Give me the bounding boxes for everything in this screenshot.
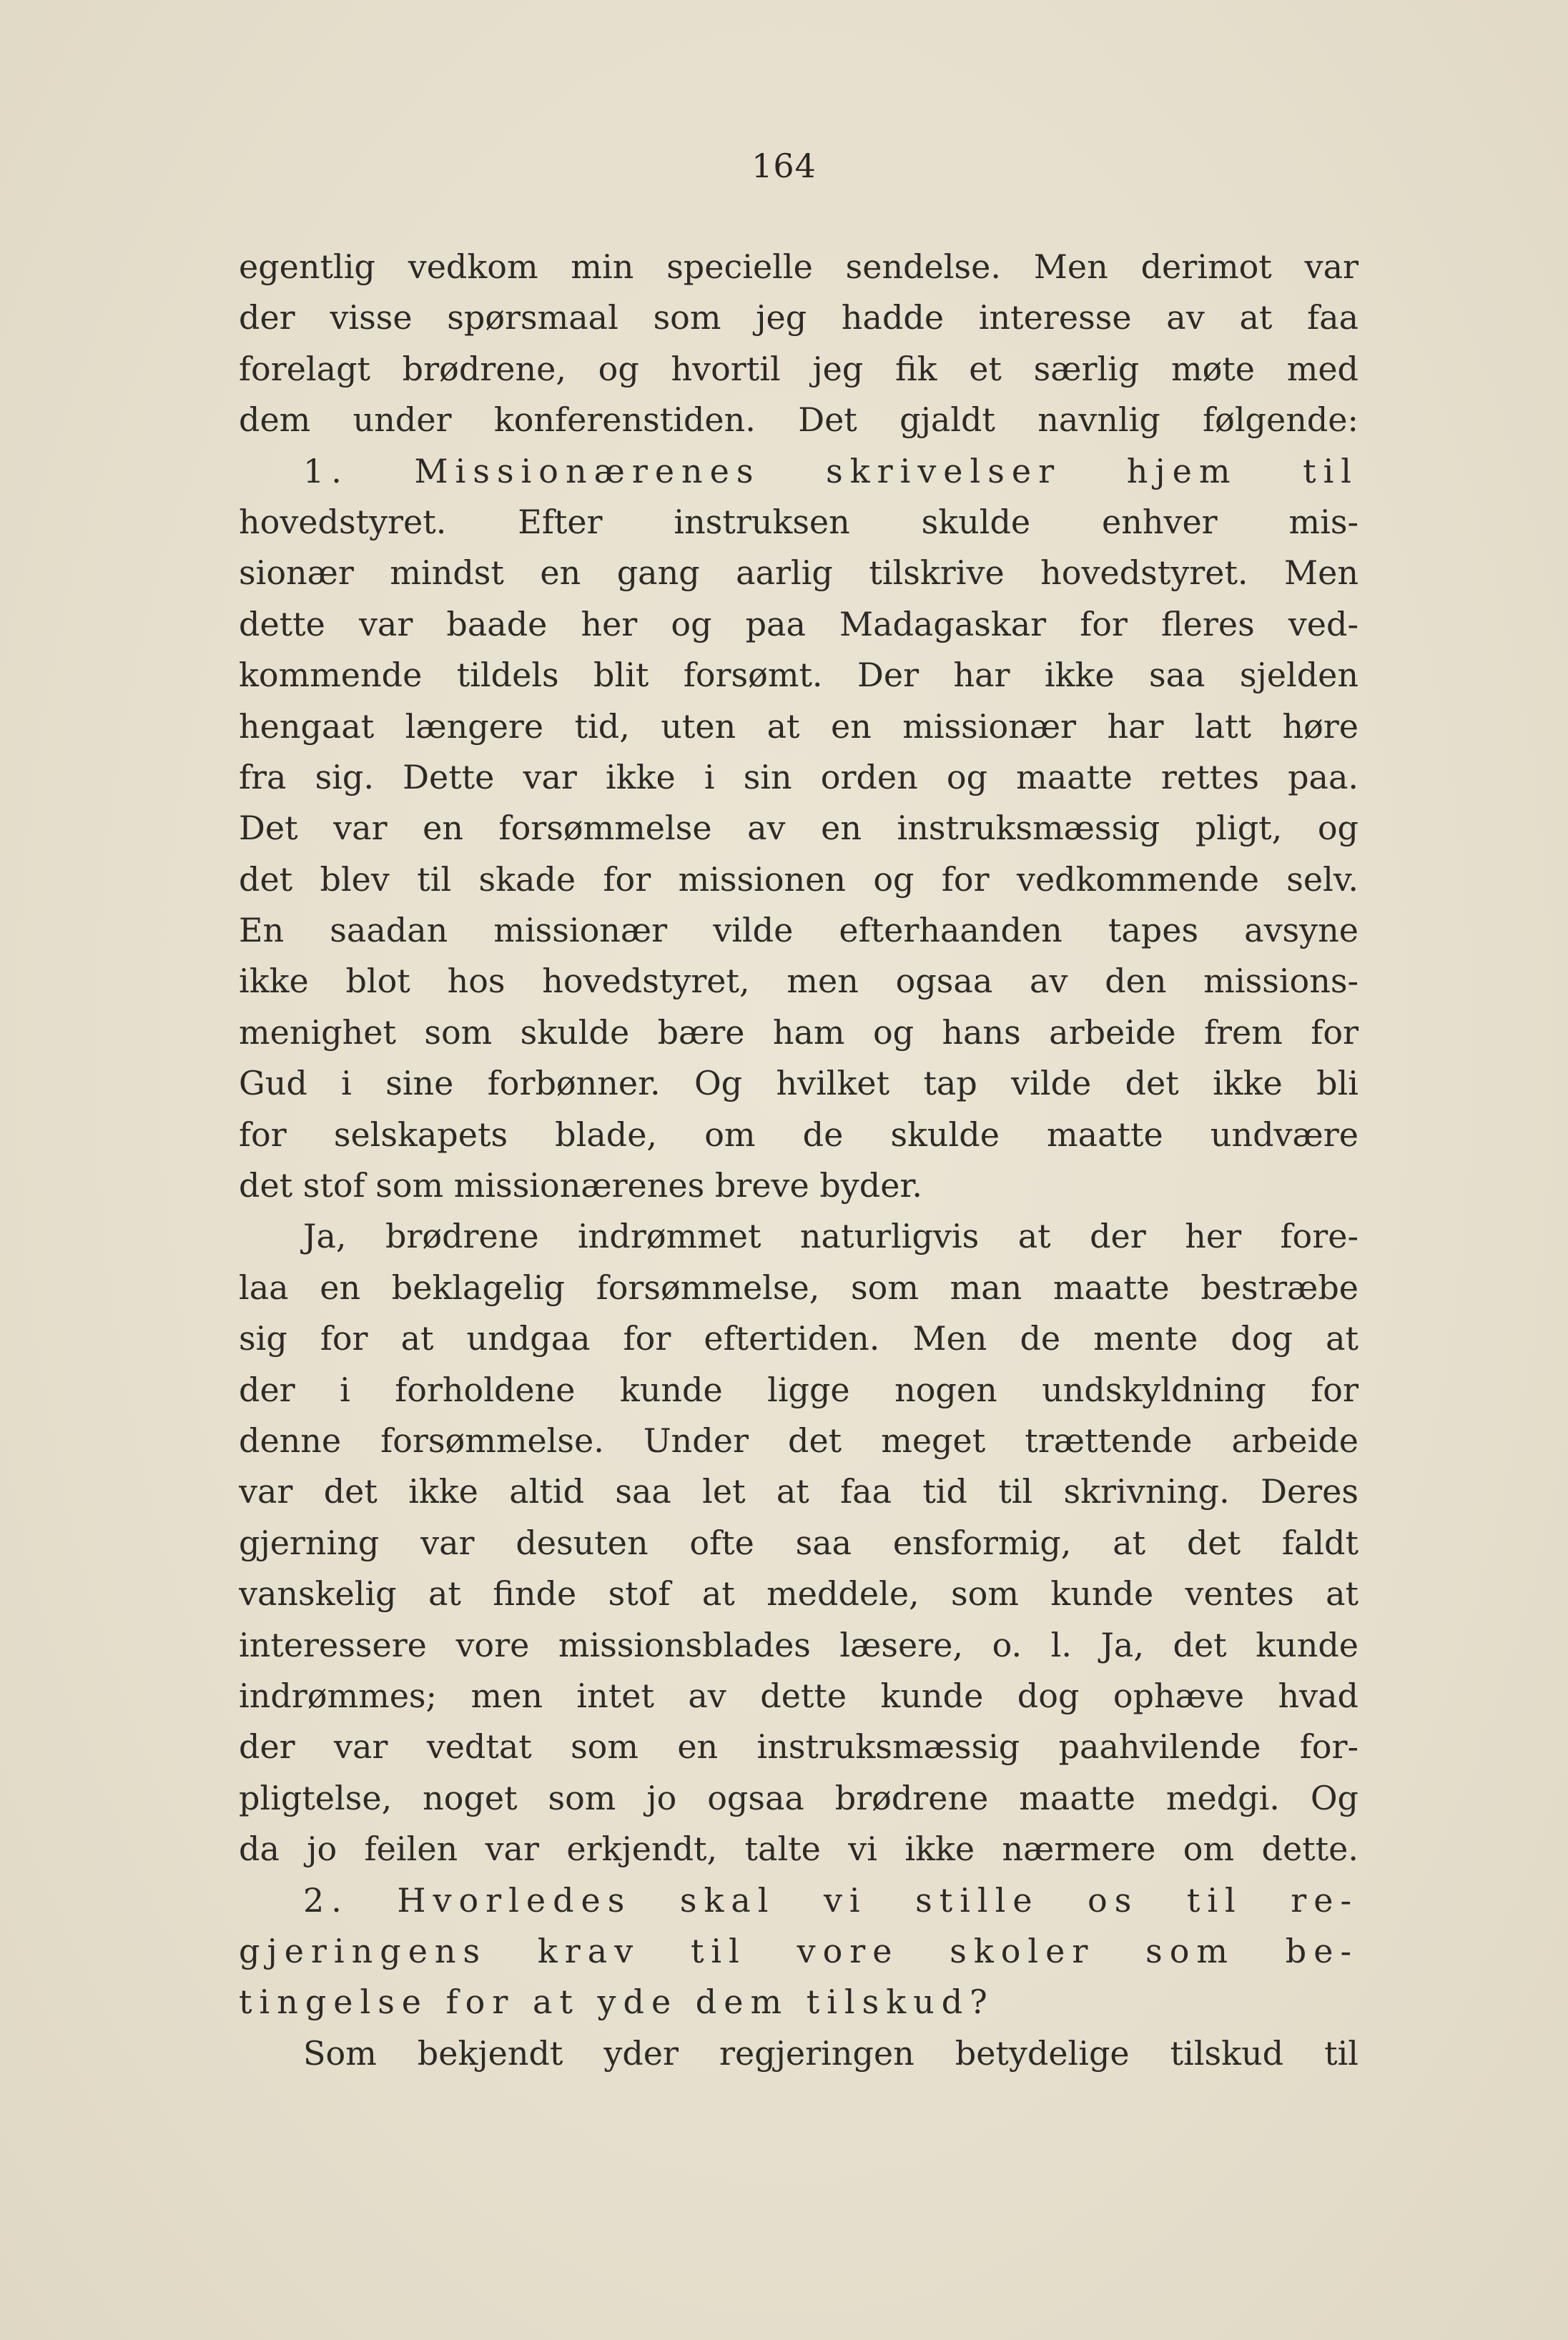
text-line-27: vanskelig at finde stof at meddele, som kunde ventes at <box>239 1574 1359 1614</box>
text-line-7: sionær mindst en gang aarlig tilskrive hovedstyret. Men <box>239 553 1359 593</box>
text-line-22: sig for at undgaa for eftertiden. Men de mente dog at <box>239 1319 1359 1358</box>
text-line-9: kommende tildels blit forsømt. Der har ikke saa sjelden <box>239 656 1359 695</box>
text-line-3: forelagt brødrene, og hvortil jeg fik et særlig møte med <box>239 349 1359 388</box>
text-line-6: hovedstyret. Efter instruksen skulde enhver mis- <box>239 502 1359 541</box>
text-line-16: menighet som skulde bære ham og hans arbeide frem for <box>239 1012 1359 1052</box>
body-text <box>239 242 1359 2079</box>
text-line-26: gjerning var desuten ofte saa ensformig, at det faldt <box>239 1523 1359 1562</box>
text-line-1: egentlig vedkom min specielle sendelse. Men derimot var <box>239 247 1359 286</box>
text-line-10: hengaat længere tid, uten at en missionær har latt høre <box>239 706 1359 746</box>
text-line-36: Som bekjendt yder regjeringen betydelige tilskud til <box>303 2033 1359 2073</box>
text-line-32: da jo feilen var erkjendt, talte vi ikke nærmere om dette. <box>239 1830 1359 1869</box>
text-line-13: det blev til skade for missionen og for vedkommende selv. <box>239 859 1359 899</box>
text-line-15: ikke blot hos hovedstyret, men ogsaa av den missions- <box>239 962 1359 1001</box>
text-line-20: Ja, brødrene indrømmet naturligvis at der her fore- <box>303 1217 1359 1256</box>
text-line-29: indrømmes; men intet av dette kunde dog ophæve hvad <box>239 1676 1359 1715</box>
text-line-11: fra sig. Dette var ikke i sin orden og maatte rettes paa. <box>239 757 1359 796</box>
section-heading-2-line-1: 2. Hvorledes skal vi stille os til re- <box>303 1880 1359 1920</box>
text-line-25: var det ikke altid saa let at faa tid til skrivning. Deres <box>239 1472 1359 1511</box>
text-line-30: der var vedtat som en instruksmæssig paahvilende for- <box>239 1727 1359 1767</box>
page-number: 164 <box>751 147 817 185</box>
text-line-8: dette var baade her og paa Madagaskar for fleres ved- <box>239 604 1359 643</box>
text-line-28: interessere vore missionsblades læsere, o. l. Ja, det kunde <box>239 1625 1359 1664</box>
text-line-19: det stof som missionærenes breve byder. <box>239 1166 923 1205</box>
text-line-31: pligtelse, noget som jo ogsaa brødrene maatte medgi. Og <box>239 1778 1359 1817</box>
text-line-21: laa en beklagelig forsømmelse, som man maatte bestræbe <box>239 1268 1359 1307</box>
text-line-14: En saadan missionær vilde efterhaanden tapes avsyne <box>239 911 1359 950</box>
text-line-4: dem under konferenstiden. Det gjaldt navnlig følgende: <box>239 400 1359 440</box>
text-line-2: der visse spørsmaal som jeg hadde interesse av at faa <box>239 298 1359 337</box>
section-heading-2-line-3: tingelse for at yde dem tilskud? <box>239 1983 995 2022</box>
text-line-23: der i forholdene kunde ligge nogen undskyldning for <box>239 1370 1359 1409</box>
text-line-12: Det var en forsømmelse av en instruksmæssig pligt, og <box>239 809 1359 848</box>
section-heading-2-line-2: gjeringens krav til vore skoler som be- <box>239 1931 1359 1970</box>
text-line-18: for selskapets blade, om de skulde maatte undvære <box>239 1115 1359 1154</box>
text-line-17: Gud i sine forbønner. Og hvilket tap vilde det ikke bli <box>239 1064 1359 1103</box>
text-line-24: denne forsømmelse. Under det meget trættende arbeide <box>239 1421 1359 1460</box>
section-heading-1-line-1: 1. Missionærenes skrivelser hjem til <box>303 451 1359 490</box>
